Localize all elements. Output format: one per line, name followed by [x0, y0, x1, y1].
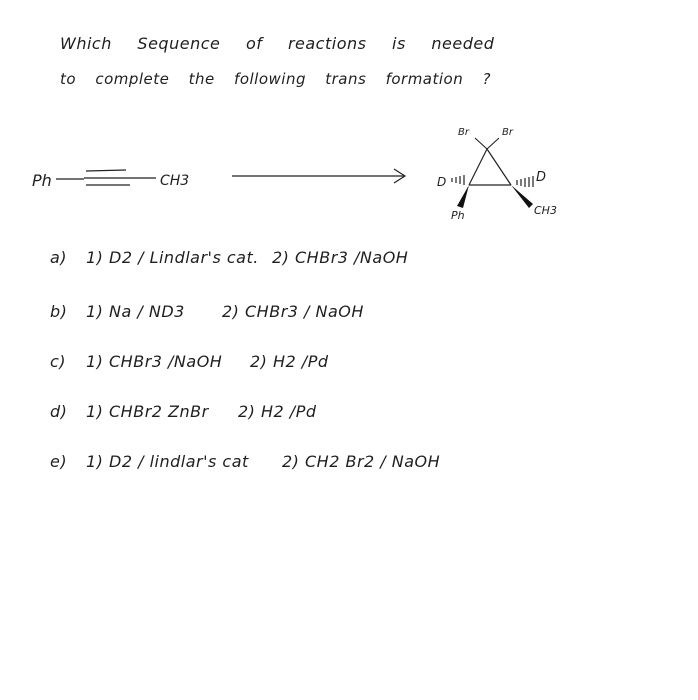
- choice-c-step1: 1) CHBr3 /NaOH: [86, 352, 223, 371]
- question-line-2: to complete the following trans formation ?: [60, 70, 491, 88]
- reactant-ch3-label: CH3: [160, 173, 190, 189]
- choice-e-letter: e): [50, 452, 68, 471]
- choice-c-step2: 2) H2 /Pd: [250, 352, 329, 371]
- choice-d-step1: 1) CHBr2 ZnBr: [86, 402, 209, 421]
- choice-d-step2: 2) H2 /Pd: [238, 402, 317, 421]
- product-d-left-label: D: [437, 175, 447, 189]
- product-ch3-label: CH3: [534, 204, 557, 217]
- choice-a-step2: 2) CHBr3 /NaOH: [272, 248, 409, 267]
- choice-e-step1: 1) D2 / lindlar's cat: [86, 452, 249, 471]
- question-line-1: Which Sequence of reactions is needed: [60, 34, 495, 53]
- choice-b-step2: 2) CHBr3 / NaOH: [222, 302, 364, 321]
- product-d-right-label: D: [536, 170, 547, 185]
- product-ph-label: Ph: [451, 209, 465, 222]
- hashed-wedge-right: [517, 176, 533, 187]
- solid-wedge-ch3: [511, 185, 533, 208]
- product-br-right-label: Br: [502, 127, 513, 138]
- hashed-wedge-left: [452, 175, 464, 185]
- reaction-scheme: [0, 115, 698, 235]
- choice-b-letter: b): [50, 302, 68, 321]
- br-bond-right: [487, 138, 499, 149]
- br-bond-left: [475, 138, 487, 149]
- solid-wedge-ph: [457, 185, 469, 208]
- choice-d-letter: d): [50, 402, 68, 421]
- product-br-left-label: Br: [458, 127, 469, 138]
- triple-bond-top: [86, 170, 126, 171]
- choice-a-step1: 1) D2 / Lindlar's cat.: [86, 248, 259, 267]
- choice-a-letter: a): [50, 248, 68, 267]
- choice-e-step2: 2) CH2 Br2 / NaOH: [282, 452, 441, 471]
- choice-c-letter: c): [50, 352, 67, 371]
- choice-b-step1: 1) Na / ND3: [86, 302, 185, 321]
- ring-bond-left: [469, 149, 487, 185]
- reaction-drawing: [0, 115, 698, 235]
- ring-bond-right: [487, 149, 511, 185]
- reactant-ph-label: Ph: [32, 171, 52, 190]
